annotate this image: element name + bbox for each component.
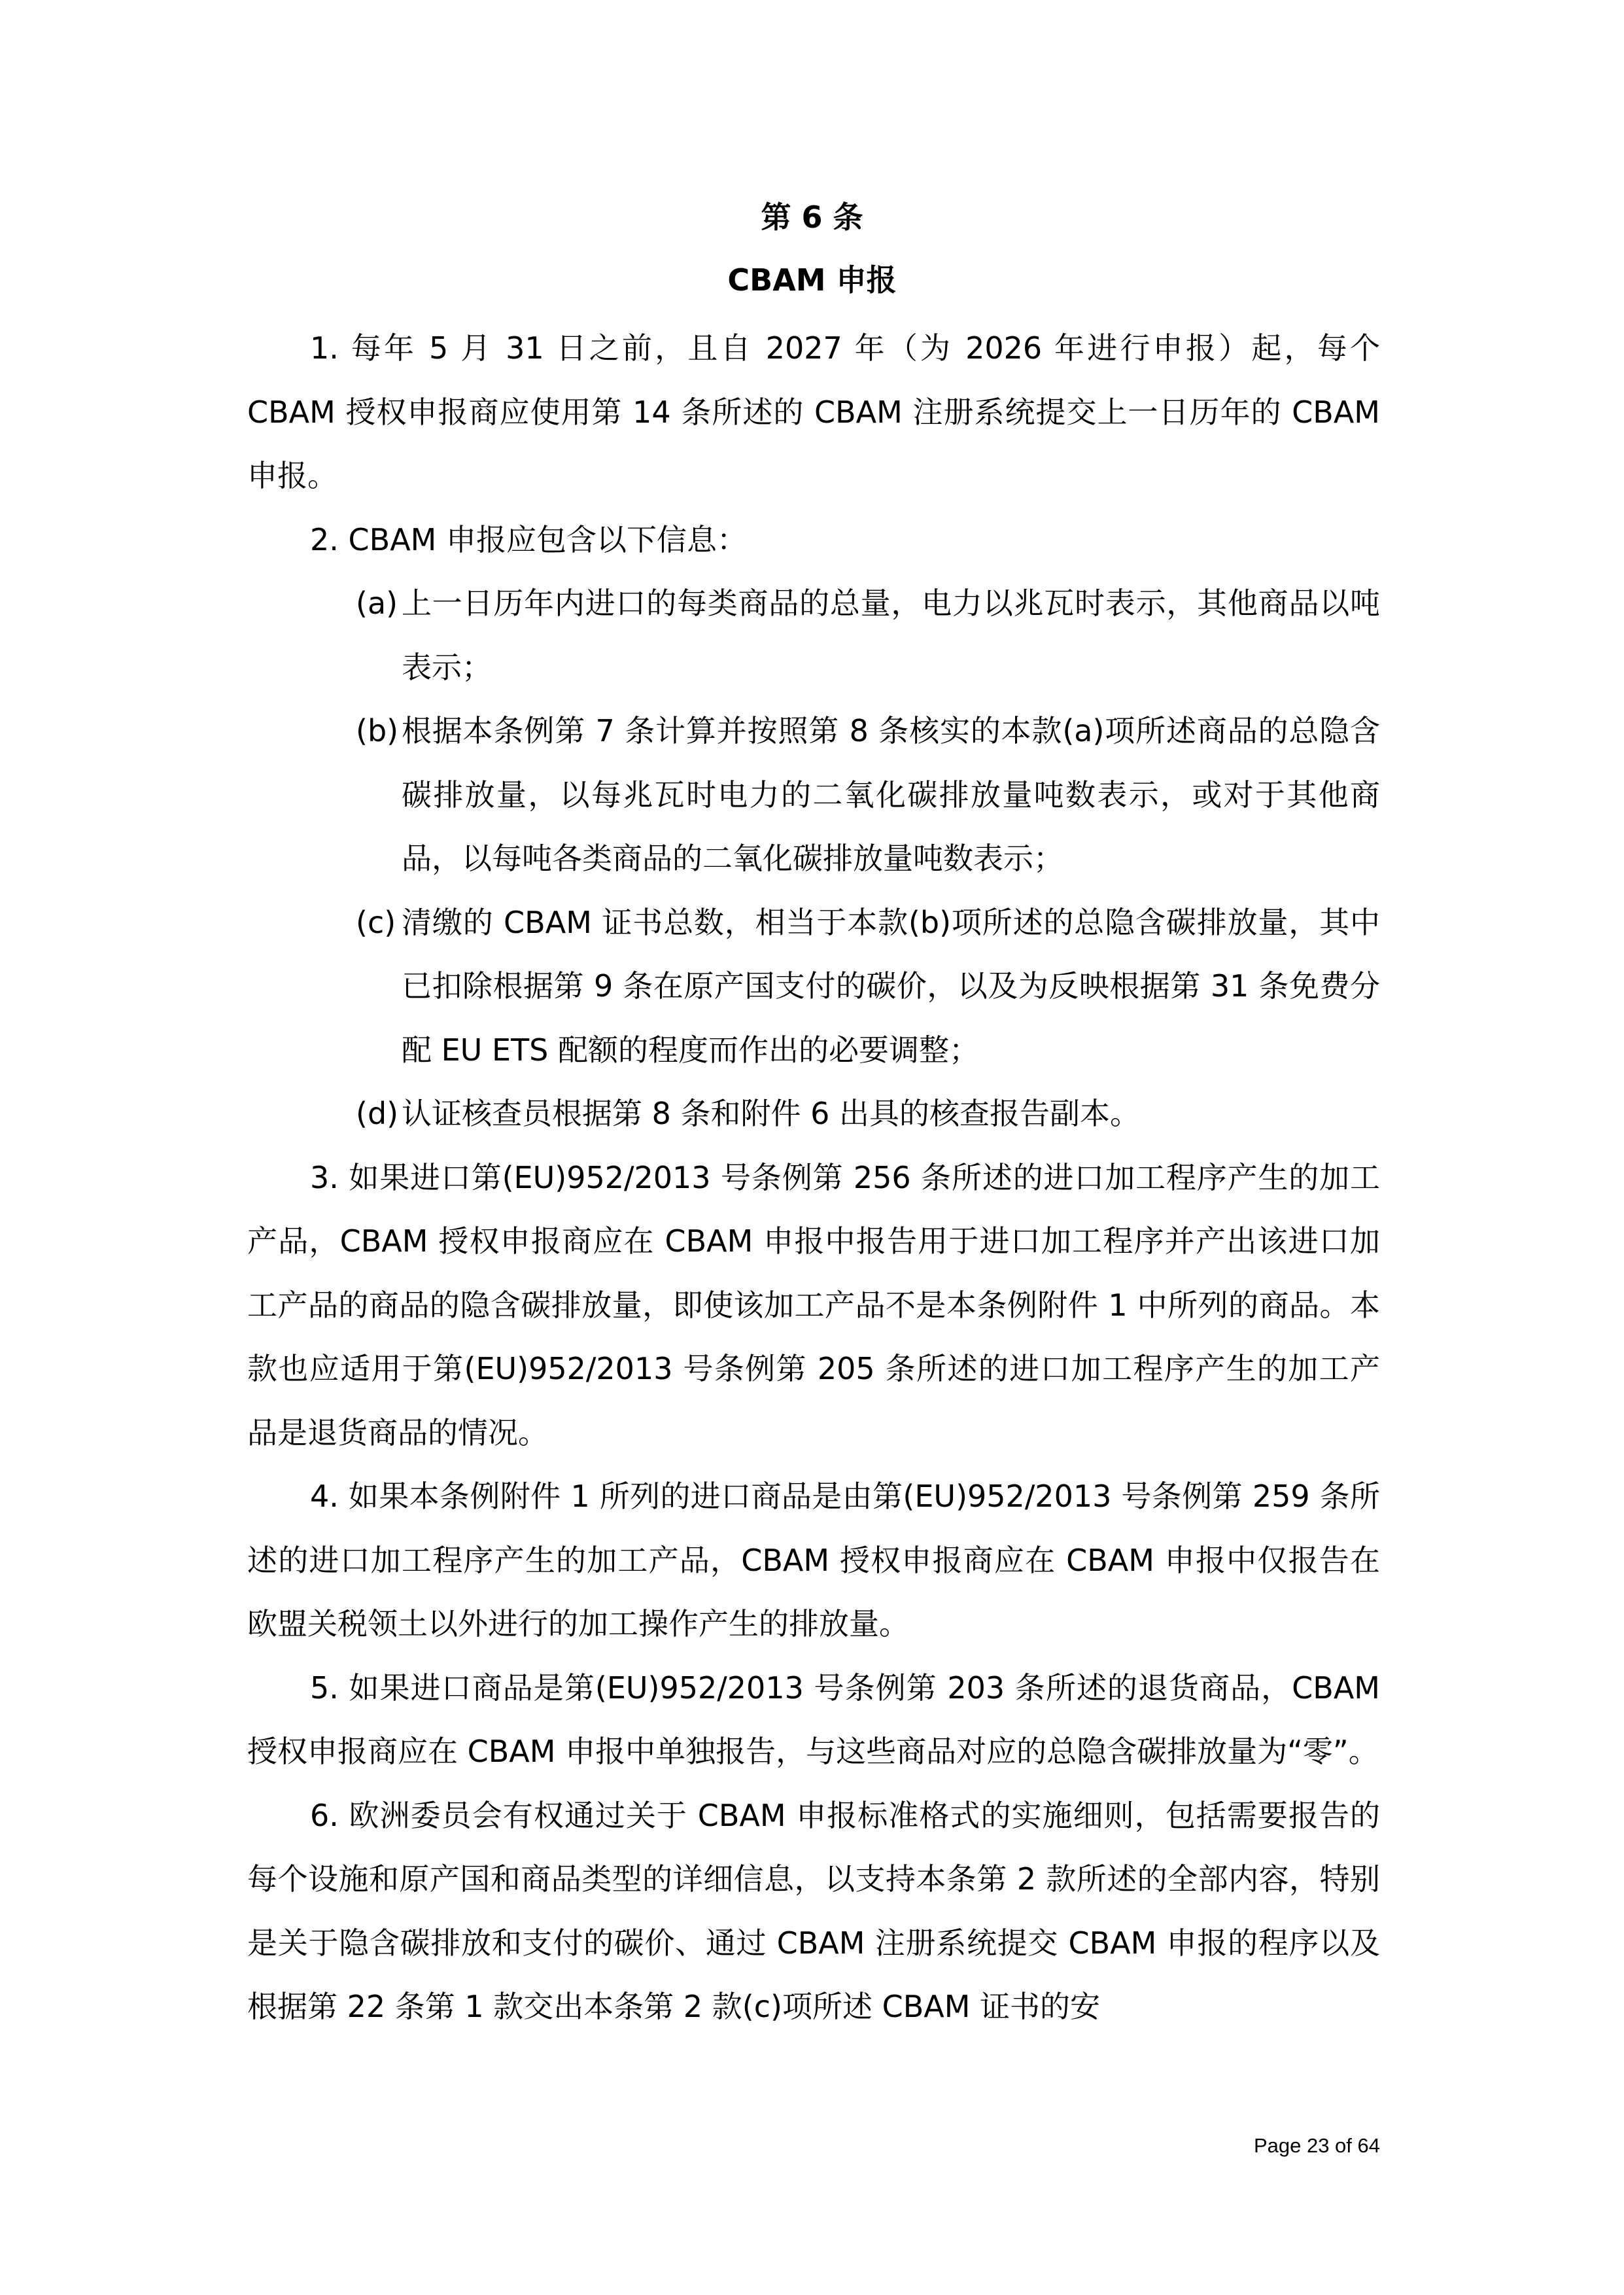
list-item [356, 891, 1380, 1083]
list-item [356, 699, 1380, 891]
list-item-marker: (d) [356, 1096, 399, 1131]
list-item [356, 572, 1380, 699]
list-item-text: 清缴的 CBAM 证书总数，相当于本款(b)项所述的总隐含碳排放量，其中已扣除根据第 9 条在原产国支付的碳价，以及为反映根据第 31 条免费分配 EU ETS 配额的程度而作出的必要调整； [402, 904, 1380, 1068]
list-item-text: 根据本条例第 7 条计算并按照第 8 条核实的本款(a)项所述商品的总隐含碳排放量，以每兆瓦时电力的二氧化碳排放量吨数表示，或对于其他商品，以每吨各类商品的二氧化碳排放量吨数表示； [402, 713, 1380, 876]
list-item-text: 认证核查员根据第 8 条和附件 6 出具的核查报告副本。 [402, 1096, 1141, 1131]
list-item [356, 1082, 1380, 1146]
paragraph-5: 5. 如果进口商品是第(EU)952/2013 号条例第 203 条所述的退货商品，CBAM 授权申报商应在 CBAM 申报中单独报告，与这些商品对应的总隐含碳排放量为“零”。 [247, 1670, 1380, 1769]
article-number: 第 6 条 [761, 200, 863, 235]
paragraph-1: 1. 每年 5 月 31 日之前，且自 2027 年（为 2026 年进行申报）起，每个 CBAM 授权申报商应使用第 14 条所述的 CBAM 注册系统提交上一日历年的 CBAM 申报。 [247, 330, 1380, 493]
list-item-text: 上一日历年内进口的每类商品的总量，电力以兆瓦时表示，其他商品以吨表示； [402, 586, 1380, 685]
page-number: Page 23 of 64 [1253, 2134, 1380, 2157]
paragraph-3: 3. 如果进口第(EU)952/2013 号条例第 256 条所述的进口加工程序产生的加工产品，CBAM 授权申报商应在 CBAM 申报中报告用于进口加工程序并产出该进口加工产品的商品的隐含碳排放量，即使该加工产品不是本条例附件 1 中所列的商品。本款也应适用于第(EU)952/2013 号条例第 205 条所述的进口加工程序产生的加工产品是退货商品的情况。 [247, 1159, 1380, 1450]
list-item-marker: (b) [356, 713, 399, 748]
article-body [247, 317, 1380, 2039]
paragraph-6: 6. 欧洲委员会有权通过关于 CBAM 申报标准格式的实施细则，包括需要报告的每个设施和原产国和商品类型的详细信息，以支持本条第 2 款所述的全部内容，特别是关于隐含碳排放和支付的碳价、通过 CBAM 注册系统提交 CBAM 申报的程序以及根据第 22 条第 1 款交出本条第 2 款(c)项所述 CBAM 证书的安 [247, 1797, 1380, 2024]
list-item-marker: (a) [356, 586, 398, 621]
paragraph-2: 2. CBAM 申报应包含以下信息： [310, 521, 747, 557]
paragraph-4: 4. 如果本条例附件 1 所列的进口商品是由第(EU)952/2013 号条例第 259 条所述的进口加工程序产生的加工产品，CBAM 授权申报商应在 CBAM 申报中仅报告在欧盟关税领土以外进行的加工操作产生的排放量。 [247, 1479, 1380, 1641]
list-item-marker: (c) [356, 904, 396, 940]
paragraph-2-item-list [356, 572, 1380, 1146]
article-title: CBAM 申报 [727, 262, 897, 298]
